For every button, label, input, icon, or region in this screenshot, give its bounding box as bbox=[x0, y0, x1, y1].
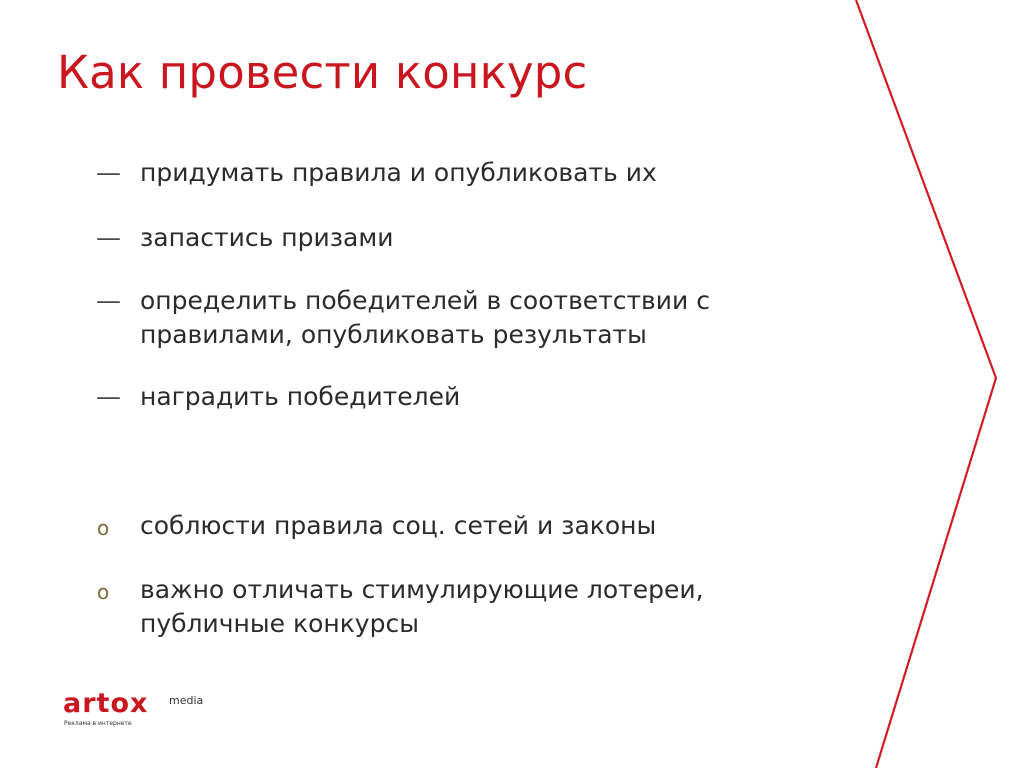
dash-bullet: — bbox=[96, 223, 121, 252]
dash-bullet: — bbox=[96, 158, 121, 187]
list-item bbox=[96, 221, 816, 255]
slide-title: Как провести конкурс bbox=[57, 46, 588, 99]
logo-wordmark: artox bbox=[63, 688, 149, 719]
circle-bullet-icon: o bbox=[97, 580, 110, 604]
list-item-text: соблюсти правила соц. сетей и законы bbox=[140, 511, 657, 540]
logo-tagline: Реклама в интернете bbox=[64, 720, 132, 727]
list-item bbox=[96, 156, 816, 190]
list-item bbox=[96, 509, 816, 543]
logo-suffix: media bbox=[169, 694, 204, 707]
circle-bullet-icon: o bbox=[97, 516, 110, 540]
dash-bullet: — bbox=[96, 286, 121, 315]
dash-bullet: — bbox=[96, 382, 121, 411]
list-item-text: определить победителей в соответствии с правилами, опубликовать результаты bbox=[140, 286, 710, 349]
list-item-text: придумать правила и опубликовать их bbox=[140, 158, 657, 187]
list-item bbox=[96, 573, 786, 641]
list-item bbox=[96, 380, 816, 414]
artox-media-logo bbox=[63, 688, 204, 727]
list-item-text: наградить победителей bbox=[140, 382, 461, 411]
list-item-text: важно отличать стимулирующие лотереи, публичные конкурсы bbox=[140, 575, 704, 638]
list-item-text: запастись призами bbox=[140, 223, 394, 252]
list-item bbox=[96, 284, 786, 352]
